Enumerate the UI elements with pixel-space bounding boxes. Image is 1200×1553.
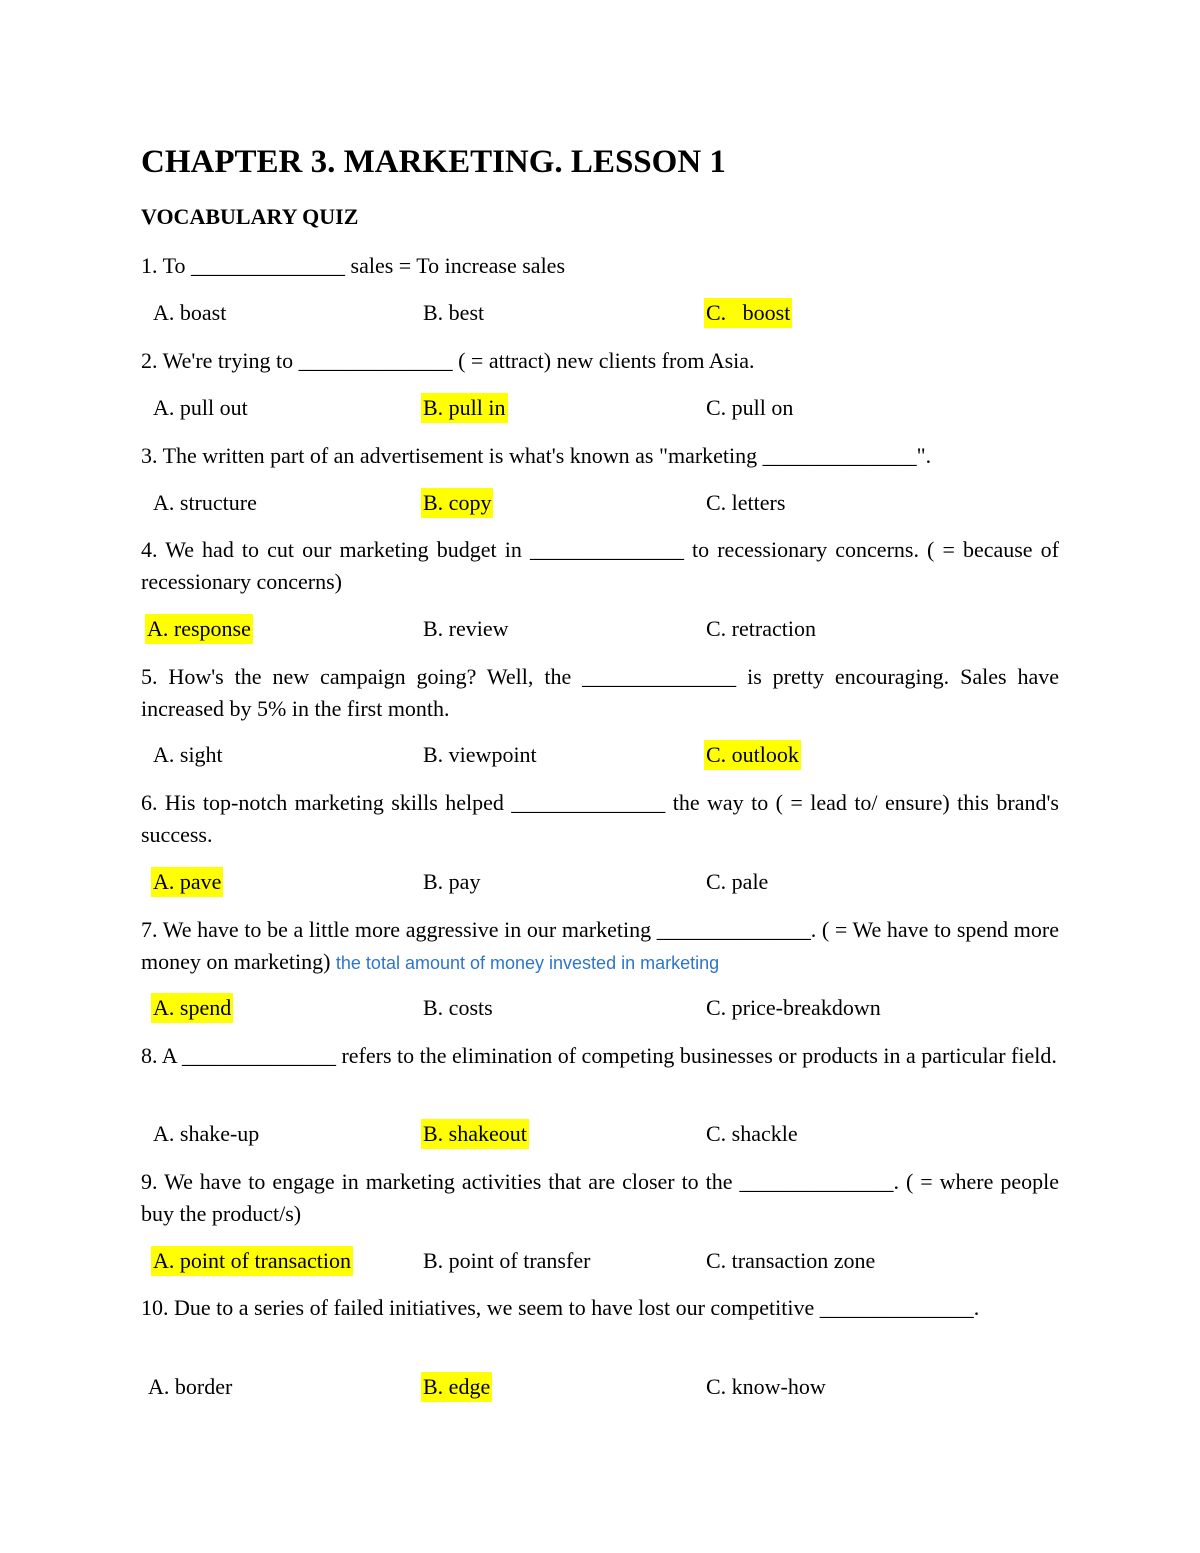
option-a: A. border — [148, 1374, 233, 1399]
option-b-correct-answer: B. copy — [421, 488, 493, 518]
question-9 — [141, 1166, 1059, 1229]
question-5 — [141, 661, 1059, 724]
question-text: 7. We have to be a little more aggressive in our marketing ______________. ( = We have to spend more money on marketing) — [141, 917, 1059, 974]
question-8 — [141, 1040, 1059, 1072]
option-b-correct-answer: B. pull in — [421, 393, 508, 423]
question-text: 6. His top-notch marketing skills helped ______________ the way to ( = lead to/ ensure) this brand's success. — [141, 790, 1059, 847]
handwritten-note: the total amount of money invested in marketing — [335, 952, 720, 973]
question-text: 4. We had to cut our marketing budget in ______________ to recessionary concerns. ( = because of recessionary concerns) — [141, 537, 1059, 594]
option-c: C. transaction zone — [706, 1248, 876, 1273]
question-text: 1. To ______________ sales = To increase sales — [141, 253, 566, 278]
option-a: A. boast — [153, 300, 227, 325]
option-c: C. know-how — [706, 1374, 826, 1399]
option-b: B. viewpoint — [423, 742, 537, 767]
option-b-correct-answer: B. edge — [421, 1372, 492, 1402]
option-c: C. pull on — [706, 395, 794, 420]
option-a-correct-answer: A. point of transaction — [151, 1246, 353, 1276]
option-b-correct-answer: B. shakeout — [421, 1119, 529, 1149]
question-text: 3. The written part of an advertisement is what's known as "marketing ______________". — [141, 443, 932, 468]
option-a-correct-answer: A. response — [145, 614, 253, 644]
question-2 — [141, 345, 1059, 377]
option-b: B. pay — [423, 869, 481, 894]
quiz-subtitle: VOCABULARY QUIZ — [141, 204, 359, 229]
page-title: CHAPTER 3. MARKETING. LESSON 1 — [141, 144, 726, 180]
question-3 — [141, 440, 1059, 472]
option-b: B. best — [423, 300, 485, 325]
option-c: C. pale — [706, 869, 769, 894]
question-4 — [141, 534, 1059, 597]
question-text: 5. How's the new campaign going? Well, the ______________ is pretty encouraging. Sales have increased by 5% in the first month. — [141, 664, 1059, 721]
option-c: C. price-breakdown — [706, 995, 881, 1020]
option-a: A. pull out — [153, 395, 248, 420]
option-a: A. shake-up — [153, 1121, 260, 1146]
option-a: A. structure — [153, 490, 257, 515]
option-c: C. shackle — [706, 1121, 798, 1146]
option-a-correct-answer: A. spend — [151, 993, 233, 1023]
option-c-correct-answer: C. outlook — [704, 740, 801, 770]
question-text: 10. Due to a series of failed initiatives, we seem to have lost our competitive ______________. — [141, 1295, 980, 1320]
option-c-correct-answer: C. boost — [704, 298, 792, 328]
question-7 — [141, 914, 1059, 979]
question-text: 9. We have to engage in marketing activities that are closer to the ______________. ( = where people buy the product/s) — [141, 1169, 1059, 1226]
option-a: A. sight — [153, 742, 223, 767]
option-b: B. review — [423, 616, 509, 641]
option-b: B. costs — [423, 995, 493, 1020]
question-6 — [141, 787, 1059, 850]
question-1 — [141, 250, 1059, 282]
question-text: 8. A ______________ refers to the elimination of competing businesses or products in a particular field. — [141, 1043, 1057, 1068]
option-c: C. letters — [706, 490, 786, 515]
question-text: 2. We're trying to ______________ ( = attract) new clients from Asia. — [141, 348, 755, 373]
option-c: C. retraction — [706, 616, 816, 641]
option-a-correct-answer: A. pave — [151, 867, 223, 897]
option-b: B. point of transfer — [423, 1248, 591, 1273]
question-10 — [141, 1292, 1059, 1324]
